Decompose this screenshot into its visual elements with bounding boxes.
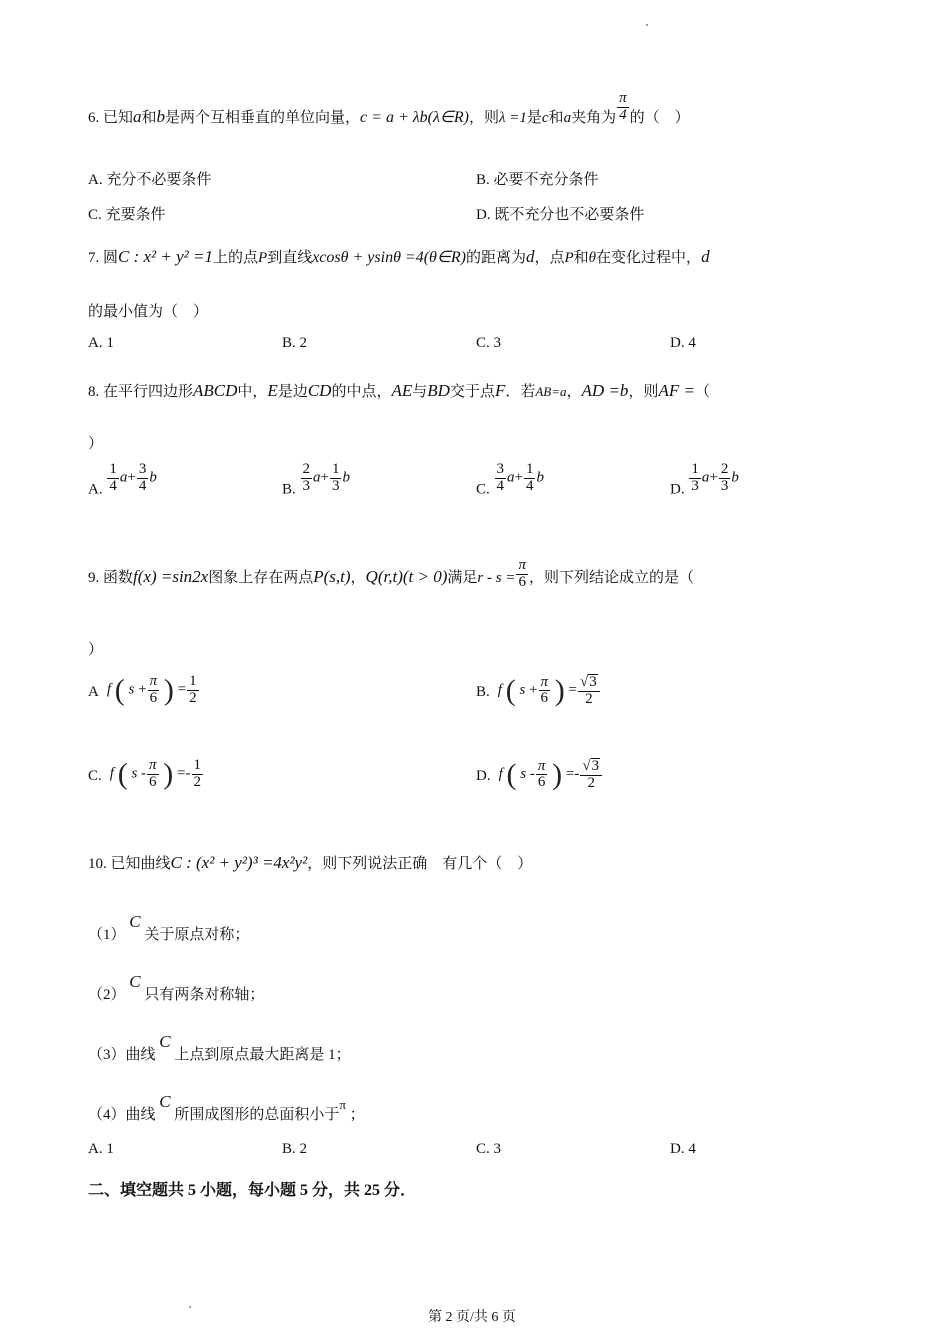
page-footer: 第 2 页/共 6 页 <box>428 1310 516 1325</box>
q8-option-d: D. $\frac{1}{3}$ a+ $\frac{2}{3}$ b <box>670 461 739 498</box>
q7-stem: 7. 圆C : x² + y² =1上的点P到直线xcosθ + ysinθ =4(θ∈R)的距离为d，点P和θ在变化过程中，d <box>88 247 710 266</box>
q7-option-b: B. 2 <box>282 335 308 351</box>
q8-option-b: B. $\frac{2}{3}$ a+ $\frac{1}{3}$ b <box>282 461 350 498</box>
q10-item-2: （2） C 只有两条对称轴； <box>88 972 265 1003</box>
q6-option-d: D. 既不充分也不必要条件 <box>476 207 645 223</box>
q10-option-d: D. 4 <box>670 1141 696 1157</box>
q8-option-a: A. $\frac{1}{4}$ a+ $\frac{3}{4}$ b <box>88 461 157 498</box>
q9-stem: 9. 函数f(x) =sin2x图象上存在两点P(s,t)，Q(r,t)(t > 0)满足r - s = $\frac{\pi}{6}$ ，则下列结论成立的是（ <box>88 557 694 591</box>
q8-stem-close: ） <box>88 436 104 452</box>
q10-stem: 10. 已知曲线C : (x² + y²)³ =4x²y²，则下列说法正确 有几个（ ） <box>88 853 533 872</box>
q7-option-d: D. 4 <box>670 335 696 351</box>
section-2-heading: 二、填空题共 5 小题，每小题 5 分，共 25 分． <box>88 1182 417 1199</box>
q7-option-c: C. 3 <box>476 335 502 351</box>
q9-option-a: A f ( s + $\frac{\pi}{6}$ ) = $\frac{1}{2}$ <box>88 673 197 707</box>
q9-option-c: C. f ( s - $\frac{\pi}{6}$ ) =- $\frac{1}{2}$ <box>88 757 202 791</box>
q10-option-b: B. 2 <box>282 1141 308 1157</box>
pi-over-4: $\frac{\pi}{4}$ <box>619 90 627 124</box>
q7-option-a: A. 1 <box>88 335 114 351</box>
q10-item-1: （1） C 关于原点对称； <box>88 912 250 943</box>
q8-stem: 8. 在平行四边形ABCD中，E是边CD的中点，AE与BD交于点F．若AB=a，AD =b，则AF =（ <box>88 381 710 400</box>
q6-stem: 6. 已知a和b是两个互相垂直的单位向量，c = a + λb(λ∈R)，则λ =1是c和a夹角为 $\frac{\pi}{4}$ 的（ ） <box>88 90 690 126</box>
q7-stem-cont: 的最小值为（ ） <box>88 304 209 320</box>
q10-option-c: C. 3 <box>476 1141 502 1157</box>
q6-option-a: A. 充分不必要条件 <box>88 172 212 188</box>
q6-option-b: B. 必要不充分条件 <box>476 172 599 188</box>
q9-option-b: B. f ( s + $\frac{\pi}{6}$ ) = $\frac{√3}{2}$ <box>476 674 601 708</box>
q10-item-3: （3）曲线 C 上点到原点最大距离是 1； <box>88 1032 351 1063</box>
q9-stem-close: ） <box>88 642 104 658</box>
q9-option-d: D. f ( s - $\frac{\pi}{6}$ ) =- $\frac{√3}{2}$ <box>476 758 603 792</box>
q10-option-a: A. 1 <box>88 1141 114 1157</box>
q8-option-c: C. $\frac{3}{4}$ a+ $\frac{1}{4}$ b <box>476 461 544 498</box>
q10-item-4: （4）曲线 C 所围成图形的总面积小于π ； <box>88 1092 365 1123</box>
q6-option-c: C. 充要条件 <box>88 207 166 223</box>
